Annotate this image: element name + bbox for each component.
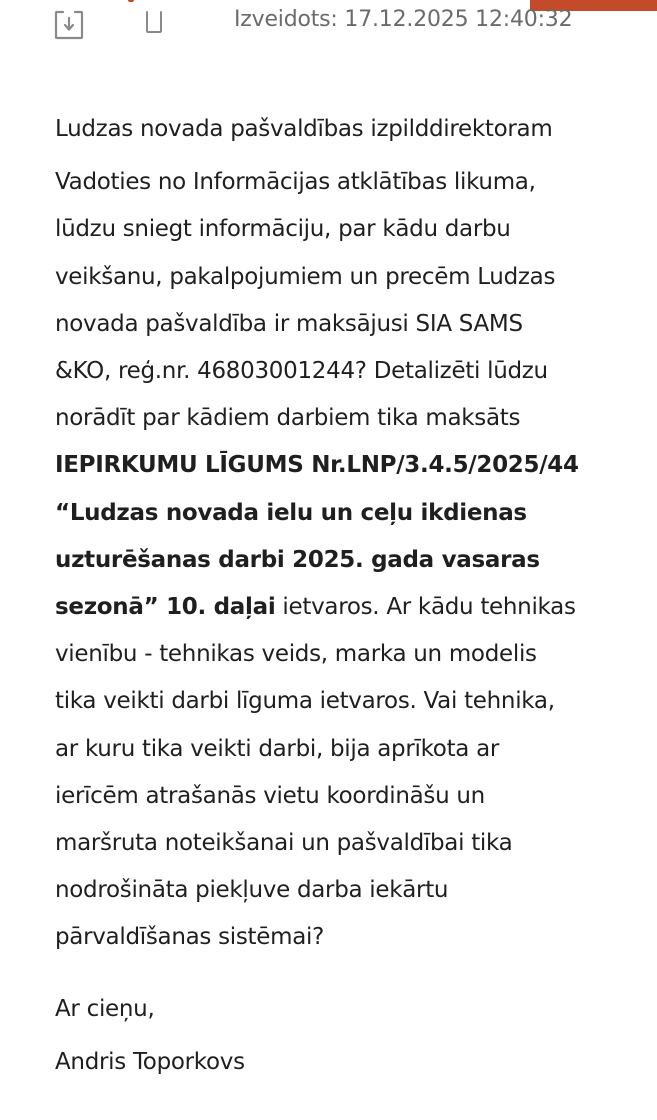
letter-signature: Andris Toporkovs <box>55 1048 245 1075</box>
letter-line <box>55 678 645 725</box>
letter-body <box>55 106 645 1086</box>
letter-line <box>55 490 645 537</box>
bold-text-segment: “Ludzas novada ielu un ceļu ikdienas <box>55 499 527 526</box>
bold-text-segment: IEPIRKUMU LĪGUMS Nr.LNP/3.4.5/2025/44 <box>55 452 579 479</box>
message-toolbar <box>0 0 657 48</box>
text-segment: maršruta noteikšanai un pašvaldībai tika <box>55 830 513 857</box>
letter-line <box>55 301 645 348</box>
text-segment: nodrošināta piekļuve darba iekārtu <box>55 877 449 904</box>
letter-line <box>55 584 645 631</box>
text-segment: veikšanu, pakalpojumiem un precēm Ludzas <box>55 263 556 290</box>
letter-line <box>55 348 645 395</box>
text-segment: lūdzu sniegt informāciju, par kādu darbu <box>55 216 511 243</box>
text-segment: novada pašvaldība ir maksājusi SIA SAMS <box>55 310 523 337</box>
bold-text-segment: sezonā” 10. daļai <box>55 594 276 621</box>
letter-line <box>55 442 645 489</box>
letter-addressee: Ludzas novada pašvaldības izpilddirektoram <box>55 116 553 142</box>
letter-line <box>55 867 645 914</box>
letter-line <box>55 159 645 206</box>
text-segment: ietvaros. Ar kādu tehnikas <box>275 594 576 621</box>
letter-request-paragraph <box>55 159 645 961</box>
letter-line <box>55 395 645 442</box>
letter-closing: Ar cieņu, <box>55 995 155 1022</box>
letter-line <box>55 206 645 253</box>
text-segment: ar kuru tika veikti darbi, bija aprīkota ar <box>55 735 500 762</box>
letter-line <box>55 537 645 584</box>
letter-line <box>55 254 645 301</box>
trash-icon[interactable] <box>145 10 163 34</box>
text-segment: Vadoties no Informācijas atklātības likuma, <box>55 169 536 196</box>
letter-line <box>55 726 645 773</box>
text-segment: tika veikti darbi līguma ietvaros. Vai tehnika, <box>55 688 555 715</box>
text-segment: vienību - tehnikas veids, marka un modelis <box>55 641 537 668</box>
bold-text-segment: uzturēšanas darbi 2025. gada vasaras <box>55 546 540 573</box>
letter-line <box>55 820 645 867</box>
letter-line <box>55 773 645 820</box>
text-segment: pārvaldīšanas sistēmai? <box>55 924 324 951</box>
created-timestamp: Izveidots: 17.12.2025 12:40:32 <box>234 7 573 32</box>
download-icon[interactable] <box>54 10 84 40</box>
letter-line <box>55 631 645 678</box>
text-segment: ierīcēm atrašanās vietu koordināšu un <box>55 782 485 809</box>
letter-line <box>55 914 645 961</box>
text-segment: norādīt par kādiem darbiem tika maksāts <box>55 405 521 432</box>
text-segment: &KO, reģ.nr. 46803001244? Detalizēti lūdzu <box>55 358 548 385</box>
